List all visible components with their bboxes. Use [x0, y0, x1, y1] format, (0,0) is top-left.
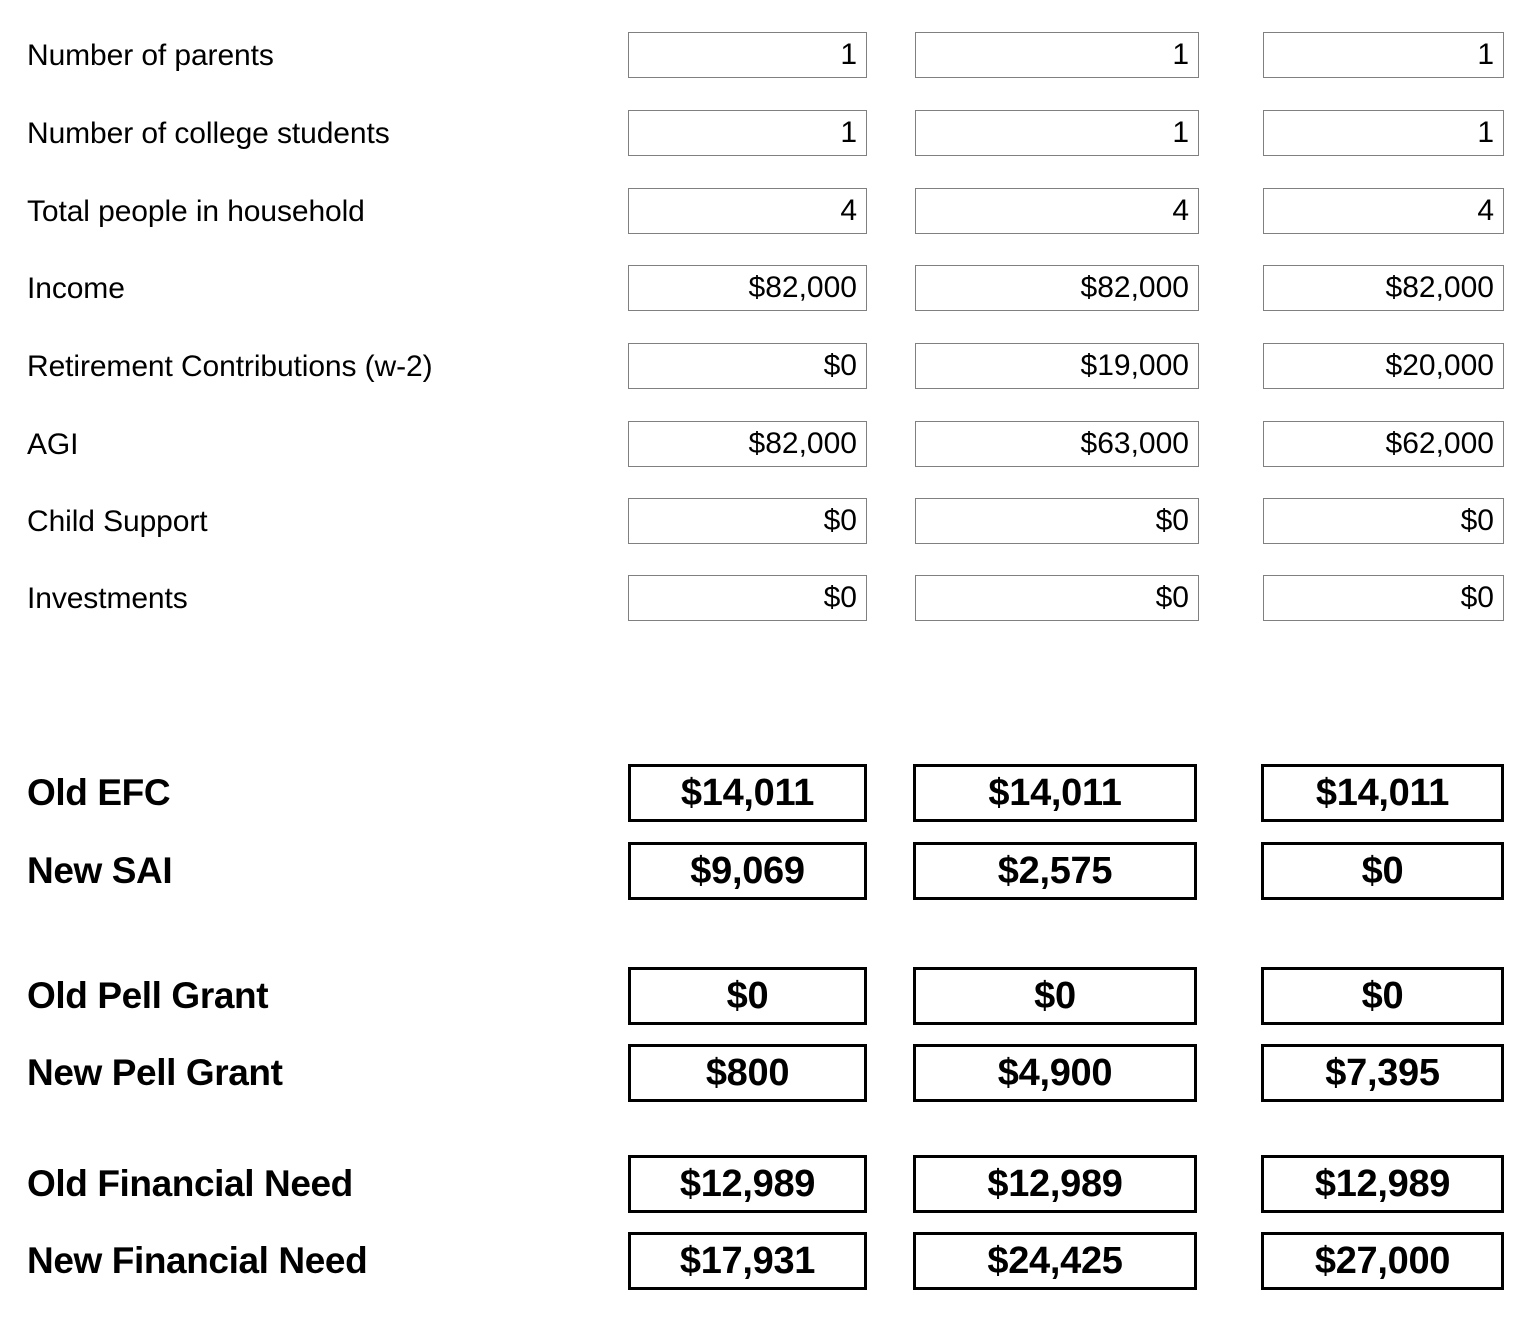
- result-cell-new-financial-need-col3[interactable]: [1261, 1232, 1504, 1290]
- input-cell-number-of-college-students-col3[interactable]: [1263, 110, 1504, 156]
- input-cell-retirement-contributions-col3[interactable]: [1263, 343, 1504, 389]
- input-value-retirement-contributions-col2: $19,000: [1080, 349, 1189, 382]
- result-value-old-financial-need-col2: $12,989: [987, 1163, 1123, 1205]
- result-value-new-sai-col3: $0: [1361, 850, 1404, 892]
- result-value-new-pell-grant-col3: $7,395: [1325, 1052, 1440, 1094]
- result-value-new-financial-need-col1: $17,931: [679, 1240, 816, 1282]
- result-row-old-financial-need: [0, 1155, 1536, 1213]
- input-value-total-people-in-household-col1: 4: [840, 194, 857, 227]
- result-row-old-efc: [0, 764, 1536, 822]
- input-value-retirement-contributions-col3: $20,000: [1385, 349, 1494, 382]
- input-cell-number-of-parents-col2[interactable]: [915, 32, 1199, 78]
- input-cell-agi-col1[interactable]: [628, 421, 867, 467]
- input-cell-number-of-parents-col3[interactable]: [1263, 32, 1504, 78]
- result-label-new-sai: New SAI: [27, 850, 173, 891]
- result-value-new-sai-col2: $2,575: [997, 850, 1113, 892]
- input-cell-number-of-college-students-col1[interactable]: [628, 110, 867, 156]
- result-cell-old-efc-col3[interactable]: [1261, 764, 1504, 822]
- input-cell-number-of-college-students-col2[interactable]: [915, 110, 1199, 156]
- input-cell-child-support-col2[interactable]: [915, 498, 1199, 544]
- input-value-agi-col1: $82,000: [748, 427, 857, 460]
- result-label-old-financial-need: Old Financial Need: [27, 1163, 353, 1204]
- result-value-new-sai-col1: $9,069: [690, 850, 805, 892]
- input-value-income-col1: $82,000: [748, 271, 857, 304]
- input-row-retirement-contributions: [0, 343, 1536, 391]
- input-label-total-people-in-household: Total people in household: [27, 195, 365, 228]
- result-row-new-sai: [0, 842, 1536, 900]
- input-value-retirement-contributions-col1: $0: [823, 349, 857, 382]
- input-value-income-col3: $82,000: [1385, 271, 1494, 304]
- result-cell-old-financial-need-col2[interactable]: [913, 1155, 1197, 1213]
- input-cell-income-col1[interactable]: [628, 265, 867, 311]
- input-row-child-support: [0, 498, 1536, 546]
- result-cell-new-financial-need-col1[interactable]: [628, 1232, 867, 1290]
- result-value-old-efc-col2: $14,011: [988, 772, 1122, 814]
- result-value-old-efc-col1: $14,011: [680, 772, 815, 814]
- input-cell-total-people-in-household-col3[interactable]: [1263, 188, 1504, 234]
- input-cell-agi-col2[interactable]: [915, 421, 1199, 467]
- result-label-new-financial-need: New Financial Need: [27, 1240, 368, 1281]
- input-value-agi-col2: $63,000: [1080, 427, 1189, 460]
- result-cell-old-financial-need-col3[interactable]: [1261, 1155, 1504, 1213]
- input-label-investments: Investments: [27, 582, 188, 615]
- result-cell-old-financial-need-col1[interactable]: [628, 1155, 867, 1213]
- result-cell-new-pell-grant-col2[interactable]: [913, 1044, 1197, 1102]
- result-cell-new-sai-col2[interactable]: [913, 842, 1197, 900]
- input-value-income-col2: $82,000: [1080, 271, 1189, 304]
- input-cell-retirement-contributions-col1[interactable]: [628, 343, 867, 389]
- input-cell-number-of-parents-col1[interactable]: [628, 32, 867, 78]
- input-cell-income-col2[interactable]: [915, 265, 1199, 311]
- result-row-new-financial-need: [0, 1232, 1536, 1290]
- result-value-old-pell-grant-col3: $0: [1361, 975, 1404, 1017]
- result-value-new-pell-grant-col2: $4,900: [997, 1052, 1113, 1094]
- input-row-agi: [0, 421, 1536, 469]
- input-label-number-of-college-students: Number of college students: [27, 117, 390, 150]
- result-cell-old-pell-grant-col3[interactable]: [1261, 967, 1504, 1025]
- result-cell-old-efc-col1[interactable]: [628, 764, 867, 822]
- result-value-old-pell-grant-col1: $0: [726, 975, 769, 1017]
- input-label-income: Income: [27, 272, 125, 305]
- result-label-new-pell-grant: New Pell Grant: [27, 1052, 283, 1093]
- result-cell-new-sai-col1[interactable]: [628, 842, 867, 900]
- result-row-old-pell-grant: [0, 967, 1536, 1025]
- input-row-income: [0, 265, 1536, 313]
- input-row-number-of-college-students: [0, 110, 1536, 158]
- result-row-new-pell-grant: [0, 1044, 1536, 1102]
- input-cell-investments-col2[interactable]: [915, 575, 1199, 621]
- input-value-number-of-college-students-col2: 1: [1172, 116, 1189, 149]
- input-cell-investments-col3[interactable]: [1263, 575, 1504, 621]
- input-value-number-of-college-students-col1: 1: [840, 116, 857, 149]
- input-value-total-people-in-household-col2: 4: [1172, 194, 1189, 227]
- input-cell-retirement-contributions-col2[interactable]: [915, 343, 1199, 389]
- input-value-number-of-parents-col3: 1: [1477, 38, 1494, 71]
- result-cell-new-financial-need-col2[interactable]: [913, 1232, 1197, 1290]
- input-value-number-of-college-students-col3: 1: [1477, 116, 1494, 149]
- result-label-old-efc: Old EFC: [27, 772, 171, 813]
- result-value-new-pell-grant-col1: $800: [705, 1052, 790, 1094]
- result-value-new-financial-need-col2: $24,425: [987, 1240, 1123, 1282]
- input-value-child-support-col2: $0: [1155, 504, 1189, 537]
- input-row-investments: [0, 575, 1536, 623]
- input-value-child-support-col3: $0: [1460, 504, 1494, 537]
- input-cell-agi-col3[interactable]: [1263, 421, 1504, 467]
- input-value-investments-col1: $0: [823, 581, 857, 614]
- result-cell-new-pell-grant-col3[interactable]: [1261, 1044, 1504, 1102]
- input-label-retirement-contributions: Retirement Contributions (w-2): [27, 350, 433, 383]
- result-cell-new-pell-grant-col1[interactable]: [628, 1044, 867, 1102]
- result-value-new-financial-need-col3: $27,000: [1314, 1240, 1451, 1282]
- result-value-old-efc-col3: $14,011: [1315, 772, 1450, 814]
- input-value-investments-col2: $0: [1155, 581, 1189, 614]
- input-value-investments-col3: $0: [1460, 581, 1494, 614]
- result-cell-new-sai-col3[interactable]: [1261, 842, 1504, 900]
- input-value-number-of-parents-col2: 1: [1172, 38, 1189, 71]
- input-cell-income-col3[interactable]: [1263, 265, 1504, 311]
- input-label-child-support: Child Support: [27, 505, 208, 538]
- result-label-old-pell-grant: Old Pell Grant: [27, 975, 269, 1016]
- input-row-total-people-in-household: [0, 188, 1536, 236]
- result-cell-old-pell-grant-col1[interactable]: [628, 967, 867, 1025]
- input-label-agi: AGI: [27, 428, 79, 461]
- input-label-number-of-parents: Number of parents: [27, 39, 274, 72]
- input-cell-child-support-col1[interactable]: [628, 498, 867, 544]
- input-row-number-of-parents: [0, 32, 1536, 80]
- result-value-old-pell-grant-col2: $0: [1034, 975, 1076, 1017]
- result-value-old-financial-need-col1: $12,989: [679, 1163, 816, 1205]
- input-value-number-of-parents-col1: 1: [840, 38, 857, 71]
- result-value-old-financial-need-col3: $12,989: [1314, 1163, 1451, 1205]
- result-cell-old-pell-grant-col2[interactable]: [913, 967, 1197, 1025]
- input-cell-total-people-in-household-col2[interactable]: [915, 188, 1199, 234]
- input-cell-child-support-col3[interactable]: [1263, 498, 1504, 544]
- input-cell-total-people-in-household-col1[interactable]: [628, 188, 867, 234]
- result-cell-old-efc-col2[interactable]: [913, 764, 1197, 822]
- input-value-agi-col3: $62,000: [1385, 427, 1494, 460]
- input-value-child-support-col1: $0: [823, 504, 857, 537]
- input-cell-investments-col1[interactable]: [628, 575, 867, 621]
- input-value-total-people-in-household-col3: 4: [1477, 194, 1494, 227]
